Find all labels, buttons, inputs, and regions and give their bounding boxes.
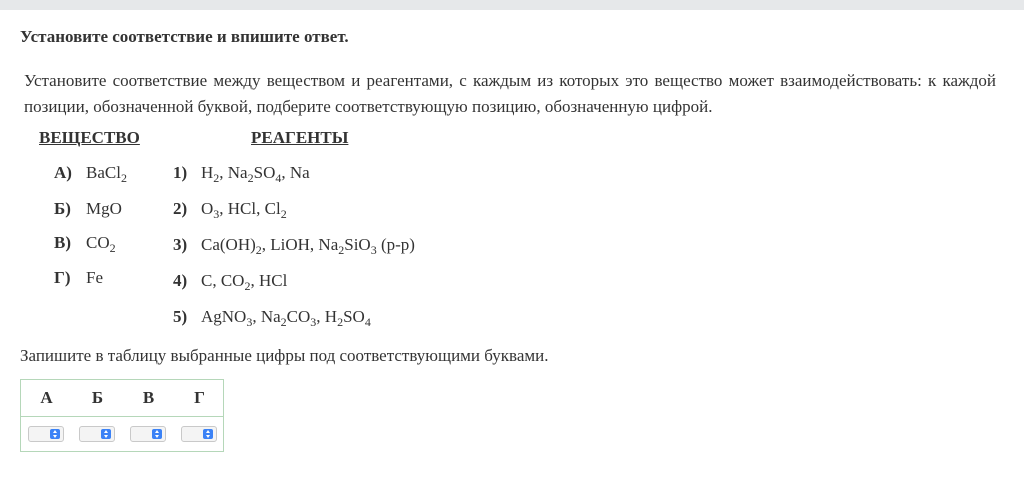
reagent-label: 2) xyxy=(173,199,188,218)
formula-subscript: 2 xyxy=(109,241,116,255)
answer-table xyxy=(20,379,224,452)
task-intro: Установите соответствие между веществом и реагентами, с каждым из которых это вещество может взаимодействовать: к каждой позиции, обозначенной буквой, подберите соответствующую позицию, обозначенную цифрой. xyxy=(24,71,996,116)
formula-text: , H xyxy=(316,307,338,326)
formula-subscript: 2 xyxy=(337,315,344,329)
formula-text: MgO xyxy=(86,199,122,218)
answer-select-v[interactable] xyxy=(130,426,166,442)
answer-select-b[interactable] xyxy=(79,426,115,442)
formula-subscript: 2 xyxy=(244,279,251,293)
substance-b xyxy=(54,199,122,219)
reagent-3 xyxy=(173,235,415,255)
formula-subscript: 3 xyxy=(213,207,220,221)
substance-label: Б) xyxy=(54,199,71,218)
formula-text: SiO xyxy=(344,235,371,254)
chevron-up-down-icon xyxy=(152,429,162,439)
answer-table-header xyxy=(21,380,223,417)
reagent-2 xyxy=(173,199,287,219)
formula-subscript: 2 xyxy=(338,243,345,257)
reagent-formula xyxy=(201,307,371,329)
substance-column-header: ВЕЩЕСТВО xyxy=(39,128,140,147)
reagent-1 xyxy=(173,163,310,183)
answer-select-a[interactable] xyxy=(28,426,64,442)
formula-text: O xyxy=(201,199,214,218)
formula-subscript: 2 xyxy=(213,171,220,185)
formula-text: , HCl, Cl xyxy=(219,199,281,218)
formula-text: SO xyxy=(253,163,276,182)
formula-text: SO xyxy=(343,307,365,326)
formula-text: CO xyxy=(86,233,110,252)
formula-subscript: 2 xyxy=(255,243,262,257)
column-header-v: В xyxy=(142,388,155,407)
task-heading: Установите соответствие и впишите ответ. xyxy=(20,27,349,46)
answer-select-g[interactable] xyxy=(181,426,217,442)
formula-text: C, CO xyxy=(201,271,245,290)
chevron-up-down-icon xyxy=(101,429,111,439)
top-bar xyxy=(0,0,1024,10)
formula-text: CO xyxy=(286,307,311,326)
formula-text: AgNO xyxy=(201,307,247,326)
formula-text: , Na xyxy=(252,307,281,326)
formula-subscript: 2 xyxy=(247,171,254,185)
reagent-formula xyxy=(201,163,310,185)
formula-subscript: 3 xyxy=(310,315,317,329)
formula-subscript: 2 xyxy=(280,207,287,221)
formula-text: , LiOH, Na xyxy=(261,235,339,254)
substance-label: А) xyxy=(54,163,72,182)
reagent-label: 1) xyxy=(173,163,188,182)
substance-formula xyxy=(86,163,127,185)
reagent-4 xyxy=(173,271,287,291)
column-header-b: Б xyxy=(91,388,104,407)
formula-subscript: 2 xyxy=(280,315,287,329)
substance-label: В) xyxy=(54,233,71,252)
formula-subscript: 4 xyxy=(364,315,371,329)
reagent-label: 4) xyxy=(173,271,188,290)
chevron-up-down-icon xyxy=(203,429,213,439)
column-header-a: А xyxy=(40,388,53,407)
column-header-g: Г xyxy=(194,388,205,407)
formula-text: , HCl xyxy=(250,271,288,290)
substance-formula xyxy=(86,268,103,287)
formula-text: , Na xyxy=(219,163,248,182)
formula-text: Fe xyxy=(86,268,103,287)
substance-formula xyxy=(86,199,122,218)
substance-g xyxy=(54,268,103,288)
substance-v xyxy=(54,233,116,253)
formula-subscript: 3 xyxy=(370,243,377,257)
formula-text: Ca(OH) xyxy=(201,235,256,254)
substance-label: Г) xyxy=(54,268,71,287)
formula-subscript: 4 xyxy=(275,171,282,185)
formula-text: H xyxy=(201,163,214,182)
formula-text: (р-р) xyxy=(376,235,415,254)
reagent-formula xyxy=(201,199,287,221)
reagent-column-header: РЕАГЕНТЫ xyxy=(251,128,349,147)
formula-text: , Na xyxy=(281,163,310,182)
reagent-formula xyxy=(201,235,415,257)
formula-text: BaCl xyxy=(86,163,121,182)
substance-formula xyxy=(86,233,116,255)
chevron-up-down-icon xyxy=(50,429,60,439)
reagent-label: 5) xyxy=(173,307,188,326)
formula-subscript: 3 xyxy=(246,315,253,329)
substance-a xyxy=(54,163,127,183)
reagent-formula xyxy=(201,271,288,293)
reagent-label: 3) xyxy=(173,235,188,254)
reagent-5 xyxy=(173,307,371,327)
formula-subscript: 2 xyxy=(120,171,127,185)
answer-instruction: Запишите в таблицу выбранные цифры под соответствующими буквами. xyxy=(20,346,549,365)
